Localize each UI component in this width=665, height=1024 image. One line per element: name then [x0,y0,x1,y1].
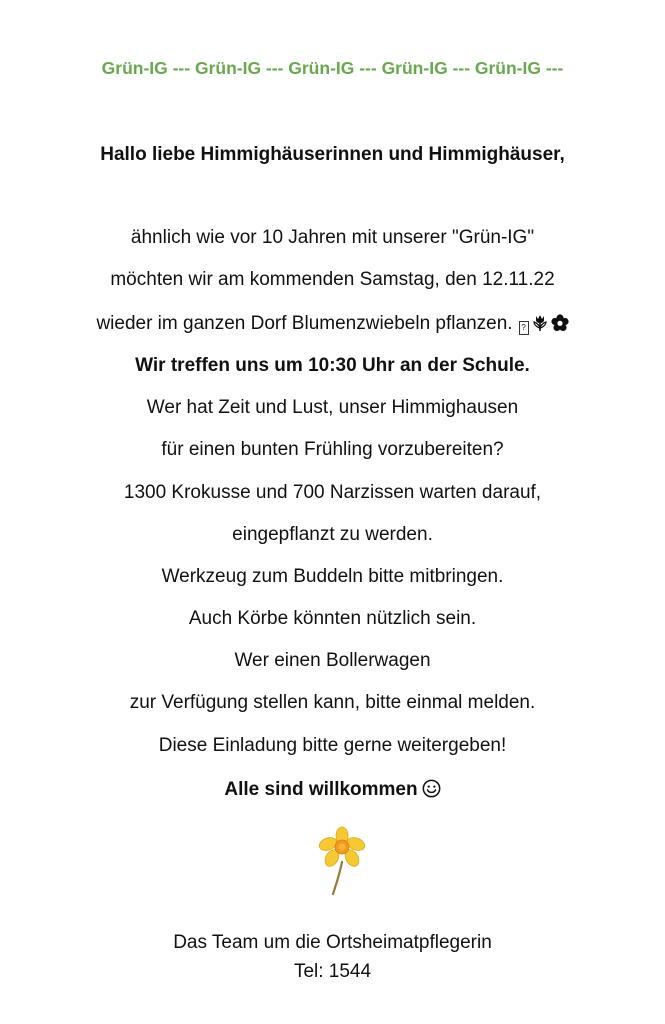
body-line: zur Verfügung stellen kann, bitte einmal melden. [129,692,536,713]
missing-glyph-icon: ? [519,321,529,335]
flower-icon [551,314,569,332]
welcome-text: Alle sind willkommen [224,779,418,800]
signature: Das Team um die Ortsheimatpflegerin [173,932,492,953]
body-line: möchten wir am kommenden Samstag, den 12.11.22 [110,269,555,290]
meeting-info: Wir treffen uns um 10:30 Uhr an der Schule. [135,355,530,376]
smiley-icon [422,779,441,798]
body-line: Diese Einladung bitte gerne weitergeben! [158,735,507,756]
body-line: Wer hat Zeit und Lust, unser Himmighausen [146,397,519,418]
body-line: 1300 Krokusse und 700 Narzissen warten darauf, [123,482,542,503]
body-line: Wer einen Bollerwagen [234,650,431,671]
body-line-with-emoji [0,312,665,336]
body-line: eingepflanzt zu werden. [232,524,433,545]
welcome-line [0,778,665,802]
header-banner: Grün-IG --- Grün-IG --- Grün-IG --- Grün-IG --- Grün-IG --- [101,58,564,78]
daffodil-icon [318,826,368,896]
body-line: Auch Körbe könnten nützlich sein. [188,608,477,629]
body-line: für einen bunten Frühling vorzubereiten? [161,439,504,460]
phone-number: Tel: 1544 [293,961,372,982]
body-line: ähnlich wie vor 10 Jahren mit unserer "Grün-IG" [130,227,535,248]
greeting: Hallo liebe Himmighäuserinnen und Himmighäuser, [100,144,565,165]
body-line: Werkzeug zum Buddeln bitte mitbringen. [161,566,504,587]
body-line-text: wieder im ganzen Dorf Blumenzwiebeln pflanzen. [96,313,513,334]
tulip-icon [532,314,548,332]
